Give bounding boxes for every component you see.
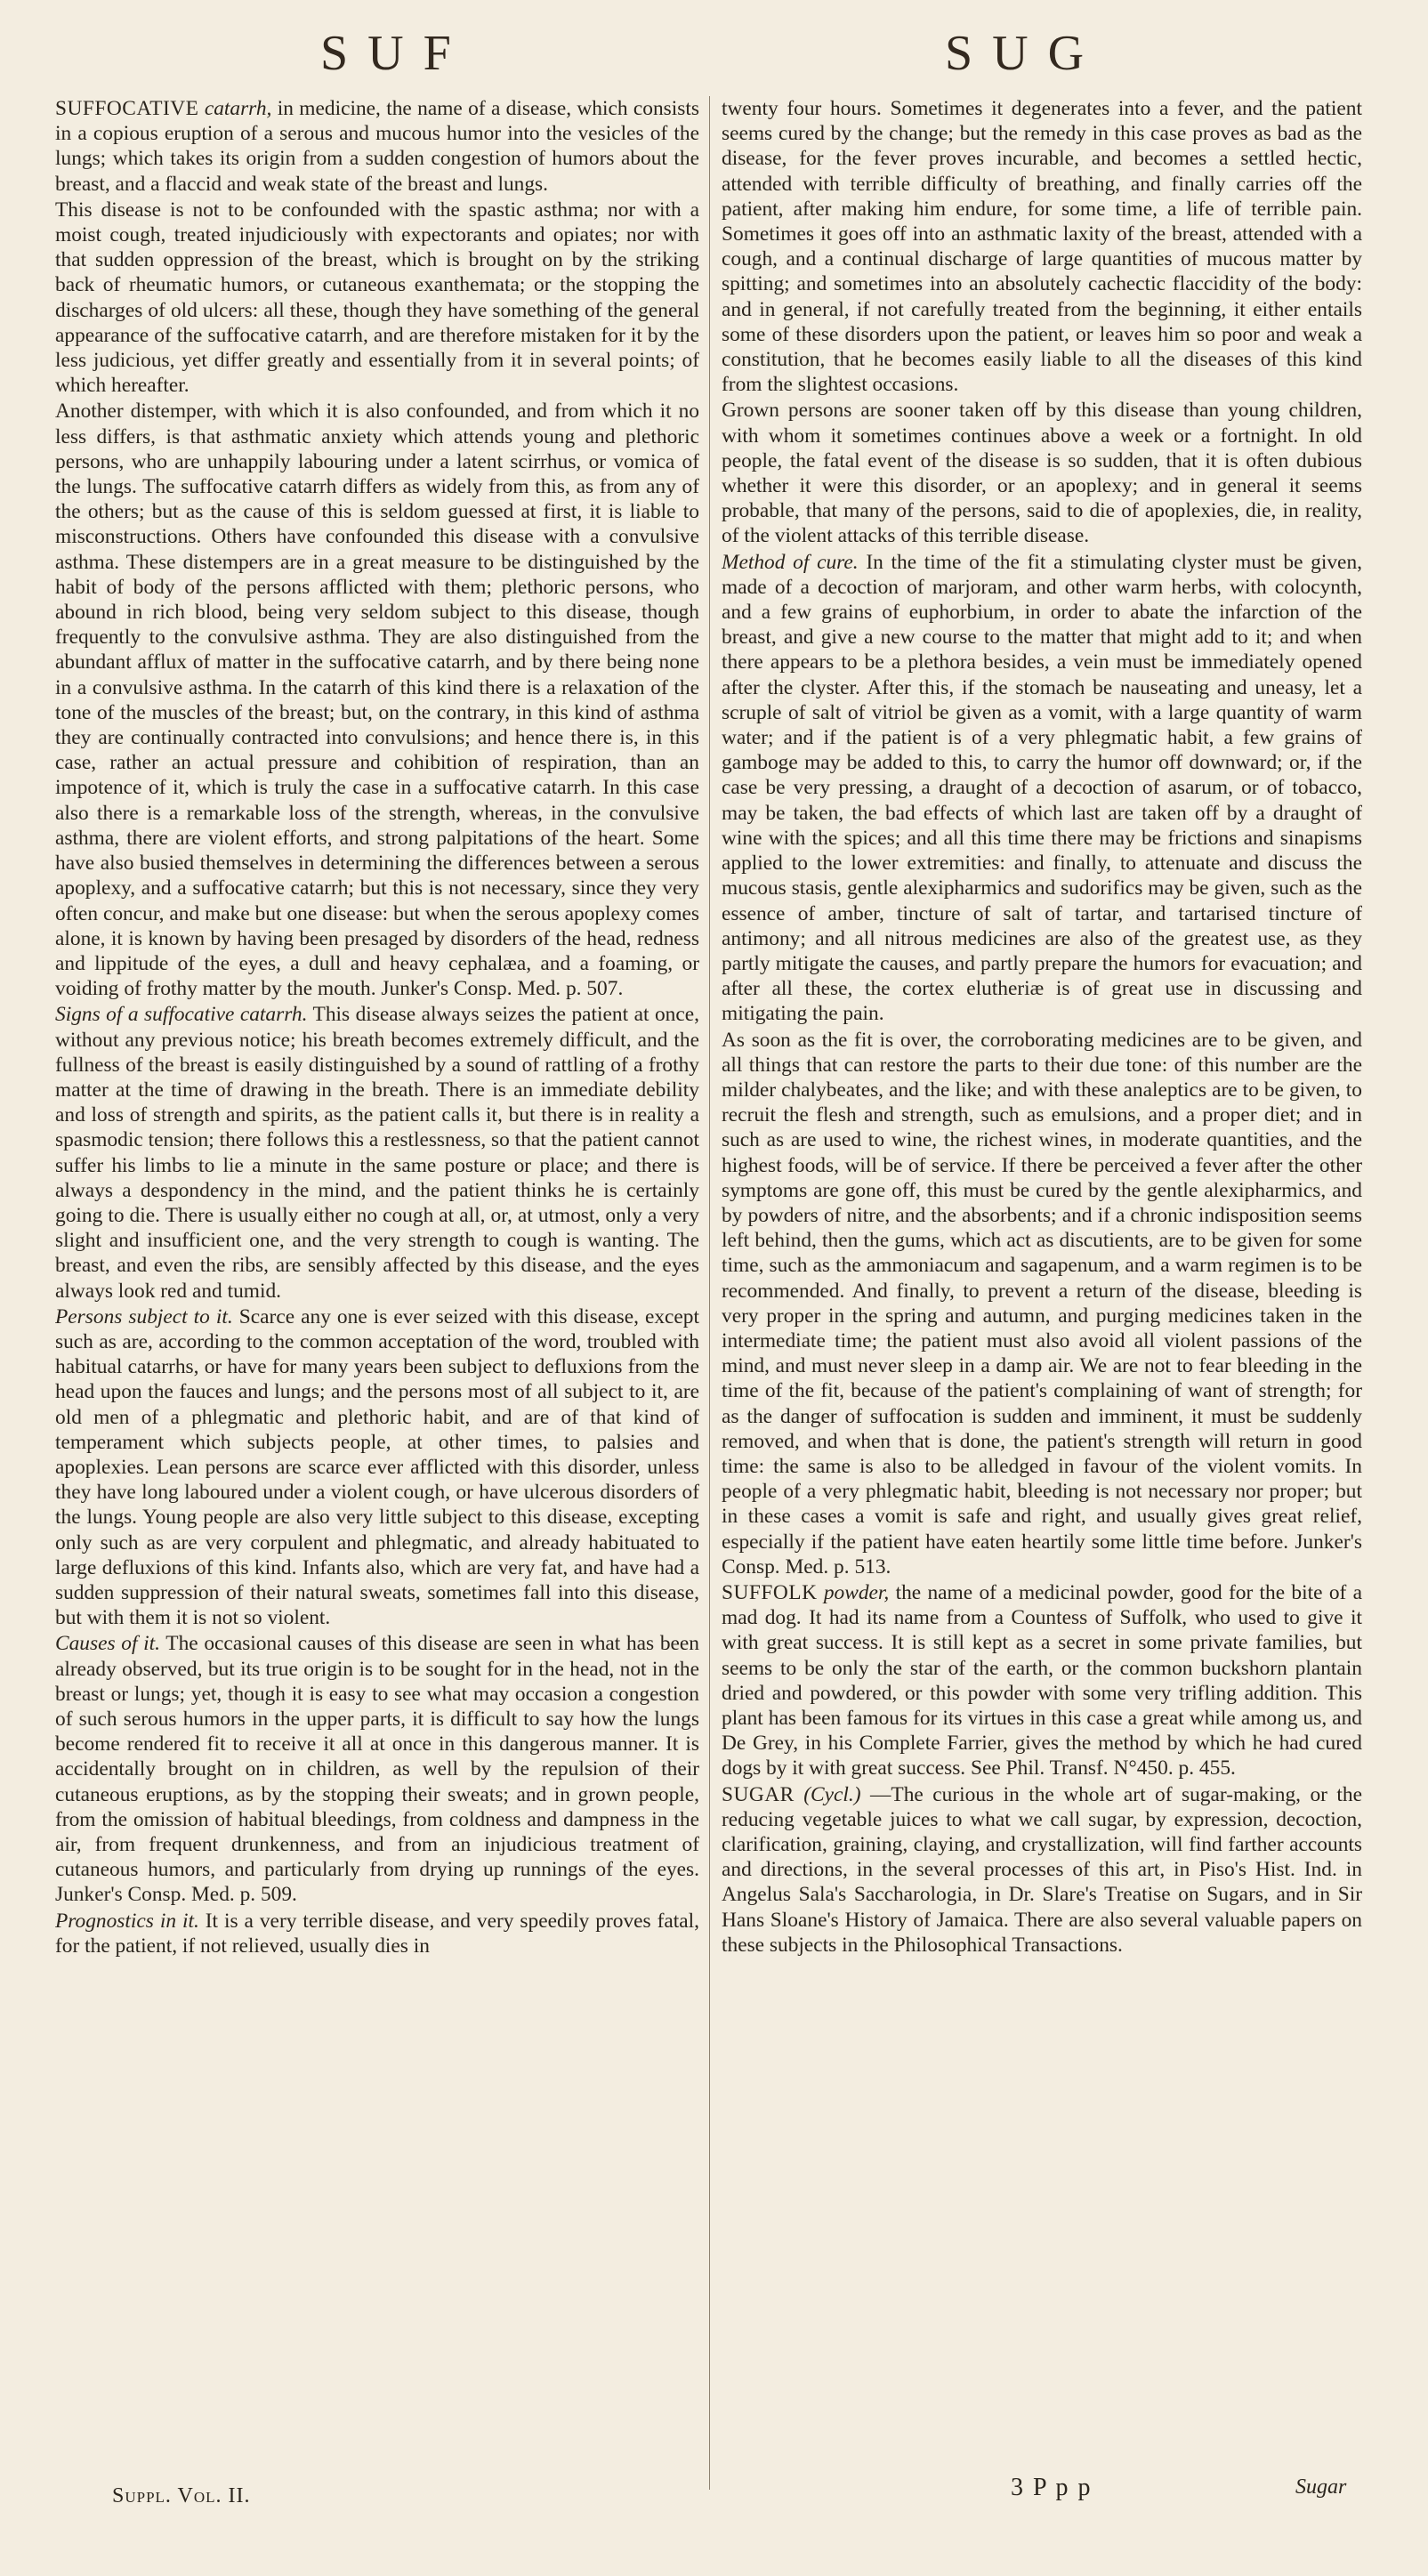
paragraph-text: As soon as the fit is over, the corroborating medicines are to be given, and all things that can restore the parts to their due tone: of this number are the milder chalybeates, and the like; and with these analeptics are to be given, to recruit the flesh and strength, such as emulsions, and a proper diet; and in such as are used to wine, the richest wines, in moderate quantities, and the highest foods, will be of service. If there be perceived a fever after the other symptoms are gone off, this must be cured by the gentle alexipharmics, and by powders of nitre, and the absorbents; and if a chronic indisposition seems left behind, then the gums, which act as discutients, are to be given for some time, such as the ammoniacum and sagapenum, and a warm regimen is to be recommended. And finally, to prevent a return of the disease, bleeding is very proper in the spring and autumn, and purging medicines taken in the intermediate time; the patient must also avoid all violent passions of the mind, and must never sleep in a damp air. We are not to fear bleeding in the time of the fit, because of the patient's complaining of want of strength; for as the danger of suffocation is sudden and imminent, it must be suddenly removed, and when that is done, the patient's strength will return in good time: the same is also to be alledged in favour of the violent vomits. In people of a very phlegmatic habit, bleeding is not necessary nor proper; but in these cases a vomit is safe and right, and usually gives great relief, especially if the patient have eaten heartily some little time before. Junker's Consp. Med. p. 513.: [722, 1028, 1362, 1579]
dictionary-entry: [722, 1580, 1362, 1781]
dictionary-entry: [722, 1782, 1362, 1958]
paragraph-text: The occasional causes of this disease are seen in what has been already observed, but its true origin is to be sought for in the head, not in the breast or lungs; yet, though it is easy to see what may occasion a congestion of such serous humors in the upper parts, it is difficult to say how the lungs become rendered fit to receive it all at once in this dangerous manner. It is accidentally brought on in children, as well by the repulsion of their cutaneous eruptions, as by the stopping their sweats; and in grown people, from the omission of habitual bleedings, from coldness and dampness in the air, from frequent drunkenness, and from an injudicious treatment of cutaneous humors, and particularly from drying up runnings of the eyes. Junker's Consp. Med. p. 509.: [55, 1632, 699, 1907]
subsection-paragraph: [55, 1909, 699, 1958]
subsection-paragraph: [55, 1304, 699, 1631]
paragraph-text: —The curious in the whole art of sugar-making, or the reducing vegetable juices to what we call sugar, by expression, decoction, clarification, graining, claying, and crystallization, will find farther accounts and directions, in the several processes of this art, in Piso's Hist. Ind. in Angelus Sala's Saccharologia, in Dr. Slare's Treatise on Sugars, and in Sir Hans Sloane's History of Jamaica. There are also several valuable papers on these subjects in the Philosophical Transactions.: [722, 1782, 1362, 1957]
paragraph-text: It is a very terrible disease, and very speedily proves fatal, for the patient, if not relieved, usually dies in: [55, 1909, 699, 1958]
catchword: Sugar: [1295, 2475, 1347, 2499]
paragraph-text: Scarce any one is ever seized with this disease, except such as are, according to the common acceptation of the word, troubled with habitual catarrhs, or have for many years been subject to defluxions from the head upon the fauces and lungs; and the persons most of all subject to it, are old men of a phlegmatic and plethoric habit, and are of that kind of temperament which subjects people, at other times, to palsies and apoplexies. Lean persons are scarce ever afflicted with this disorder, unless they have long laboured under a violent cough, or have ulcerous disorders of the lungs. Young people are also very little subject to this disease, excepting only such as are very corpulent and phlegmatic, and already habituated to large defluxions of this kind. Infants also, which are very fat, and have had a sudden suppression of their natural sweats, sometimes fall into this disease, but with them it is not so violent.: [55, 1304, 699, 1630]
paragraph-text: Grown persons are sooner taken off by this disease than young children, with whom it sometimes continues above a week or a fortnight. In old people, the fatal event of the disease is so sudden, that it is often dubious whether it were this disorder, or an apoplexy; and in general it seems probable, that many of the persons, said to die of apoplexies, die, in reality, of the violent attacks of this terrible disease.: [722, 399, 1362, 548]
paragraph-text: in medicine, the name of a disease, which consists in a copious eruption of a serous and mucous humor into the vesicles of the lungs; which takes its origin from a sudden congestion of humors about the breast, and a flaccid and weak state of the breast and lungs.: [55, 97, 699, 196]
running-head-left: SUF: [320, 26, 471, 81]
volume-label: Suppl. Vol. II.: [112, 2484, 251, 2507]
headword: SUFFOCATIVE: [55, 97, 199, 120]
paragraph-text: twenty four hours. Sometimes it degenerates into a fever, and the patient seems cured by the change; but the remedy in this case proves as bad as the disease, for the fever proves incurable, and becomes a settled hectic, attended with terrible difficulty of breathing, and finally carries off the patient, after making him endure, for some time, a life of terrible pain. Sometimes it goes off into an asthmatic laxity of the breast, attended with a cough, and a continual discharge of large quantities of mucous matter by spitting; and sometimes into an absolutely cachectic flaccidity of the body: and in general, if not carefully treated from the beginning, it either entails some of these disorders upon the patient, or leaves him so poor and weak a constitution, that he becomes easily liable to all the diseases of this kind from the slightest occasions.: [722, 97, 1362, 397]
dictionary-entry: [55, 96, 699, 197]
subsection-heading: Prognostics in it.: [55, 1909, 199, 1933]
subsection-paragraph: [722, 550, 1362, 1027]
subsection-paragraph: [55, 1631, 699, 1907]
headword-qualifier: (Cycl.): [803, 1782, 861, 1806]
paragraph: [722, 1028, 1362, 1579]
headword-qualifier: catarrh,: [204, 97, 272, 120]
paragraph: [722, 96, 1362, 397]
subsection-heading: Causes of it.: [55, 1632, 161, 1656]
subsection-paragraph: [55, 1002, 699, 1303]
paragraph-text: In the time of the fit a stimulating clyster must be given, made of a decoction of marjoram, and other warm herbs, with colocynth, and a few grains of euphorbium, in order to abate the infarction of the breast, and give a new course to the matter that might add to it; and when there appears to be a plethora besides, a vein must be immediately opened after the clyster. After this, if the stomach be nauseating and uneasy, let a scruple of salt of vitriol be given as a vomit, with a large quantity of warm water; and if the patient is of a very phlegmatic habit, a few grains of gamboge may be added to this, to carry the humor off downward; or, if the case be very pressing, a draught of a decoction of asarum, or of tobacco, may be taken, the bad effects of which last are taken off by a draught of wine with the spices; and all this time there may be frictions and sinapisms applied to the lower extremities: and finally, to attenuate and discuss the mucous stasis, gentle alexipharmics and sudorifics may be given, such as the essence of amber, tincture of salt of tartar, and tartarised tincture of antimony; and all nitrous medicines are also of the greatest use, as they partly mitigate the causes, and partly prepare the humors for evacuation; and after all these, the cortex elutheriæ is of great use in discussing and mitigating the pain.: [722, 550, 1362, 1026]
paragraph-text: Another distemper, with which it is also confounded, and from which it no less differs, is that asthmatic anxiety which attends young and plethoric persons, who are unhappily labouring under a latent scirrhus, or vomica of the lungs. The suffocative catarrh differs as widely from this, as from any of the others; but as the cause of this is seldom guessed at first, it is liable to misconstructions. Others have confounded this disease with a convulsive asthma. These distempers are in a great measure to be distinguished by the habit of body of the persons afflicted with them; plethoric persons, who abound in rich blood, being very seldom subject to this disease, though frequently to the convulsive asthma. They are also distinguished from the abundant afflux of matter in the suffocative catarrh, and by there being none in a convulsive asthma. In the catarrh of this kind there is a relaxation of the tone of the muscles of the breast; but, on the contrary, in this kind of asthma they are continually contracted into convulsions; and hence there is, in this case, rather an actual pressure and cohibition of respiration, than an impotence of it, which is truly the case in a suffocative catarrh. In this case also there is a remarkable loss of the strength, whereas, in the convulsive asthma, there are violent efforts, and strong palpitations of the heart. Some have also busied themselves in determining the differences between a serous apoplexy, and a suffocative catarrh; but this is not necessary, since they very often concur, and make but one disease: but when the serous apoplexy comes alone, it is known by having been presaged by disorders of the head, redness and lippitude of the eyes, a dull and heavy cephalæa, and a foaming, or voiding of frothy matter by the mouth. Junker's Consp. Med. p. 507.: [55, 400, 699, 1001]
headword-qualifier: powder,: [823, 1580, 890, 1604]
paragraph: [55, 399, 699, 1001]
headword: SUGAR: [722, 1782, 795, 1806]
subsection-heading: Signs of a suffocative catarrh.: [55, 1003, 308, 1027]
subsection-heading: Method of cure.: [722, 550, 859, 574]
signature-mark: 3 P p p: [1011, 2474, 1093, 2501]
right-column: [722, 96, 1362, 2525]
paragraph-text: the name of a medicinal powder, good for the bite of a mad dog. It had its name from a Countess of Suffolk, who used to give it with great success. It is still kept as a secret in some private families, but seems to be only the star of the earth, or the common buckshorn plantain dried and powdered, or this powder with some very trifling addition. This plant has been famous for its virtues in this case a great while among us, and De Grey, in his Complete Farrier, gives the method by which he had cured dogs by it with great success. See Phil. Transf. N°450. p. 455.: [722, 1580, 1362, 1781]
headword: SUFFOLK: [722, 1580, 818, 1604]
column-divider: [709, 96, 710, 2490]
paragraph-text: This disease always seizes the patient at once, without any previous notice; his breath becomes extremely difficult, and the fullness of the breast is easily distinguished by a sound of rattling of a frothy matter at the time of drawing in the breath. There is an immediate debility and loss of strength and spirits, as the patient calls it, but there is in reality a spasmodic tension; there follows this a restlessness, so that the patient cannot suffer his limbs to lie a minute in the same posture or place; and there is always a despondency in the mind, and the patient thinks he is certainly going to die. There is usually either no cough at all, or, at utmost, only a very slight and insufficient one, and the very strength to cough is wanting. The breast, and even the ribs, are sensibly affected by this disease, and the eyes always look red and tumid.: [55, 1003, 699, 1303]
running-head-right: SUG: [945, 26, 1104, 81]
subsection-heading: Persons subject to it.: [55, 1304, 233, 1328]
paragraph-text: This disease is not to be confounded with the spastic asthma; nor with a moist cough, treated injudiciously with expectorants and opiates; nor with that sudden oppression of the breast, which is brought on by the striking back of rheumatic humors, or cutaneous exanthemata; or the stopping the discharges of old ulcers: all these, though they have something of the general appearance of the suffocative catarrh, and are therefore mistaken for it by the less judicious, yet differ greatly and essentially from it in several points; of which hereafter.: [55, 198, 699, 398]
left-column: [55, 96, 699, 2525]
paragraph: [722, 398, 1362, 548]
paragraph: [55, 198, 699, 399]
